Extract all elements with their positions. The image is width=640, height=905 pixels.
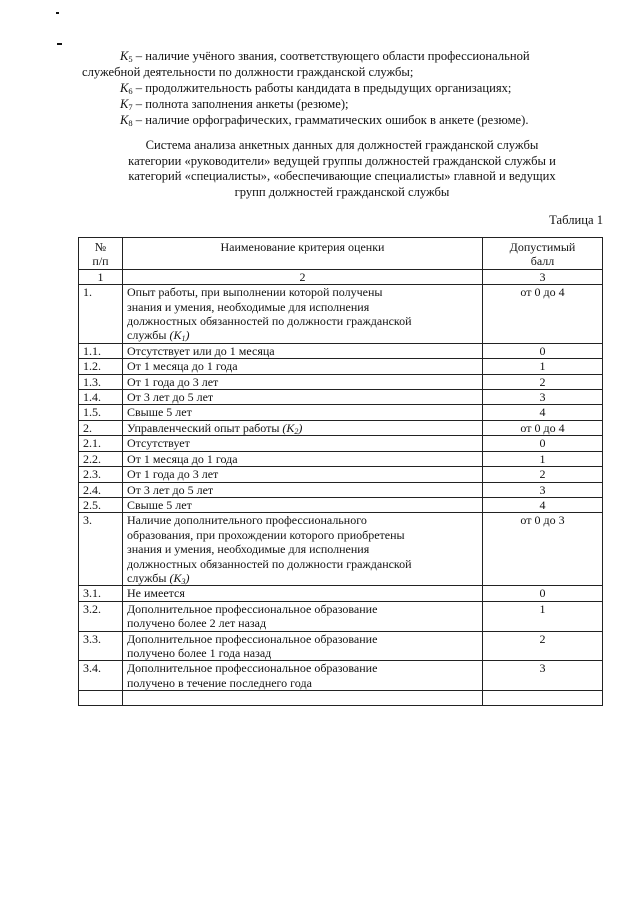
row-number: 3. [79,513,123,586]
table-row [79,390,603,405]
row-criterion: Дополнительное профессиональное образование получено более 1 года назад [123,631,483,661]
row-score: 3 [483,661,603,691]
table-header-row [79,238,603,270]
table-row [79,467,603,482]
table-row-empty [79,691,603,706]
row-criterion: От 1 месяца до 1 года [123,451,483,466]
row-criterion: От 1 месяца до 1 года [123,359,483,374]
row-criterion: Отсутствует или до 1 месяца [123,343,483,358]
row-score: 4 [483,497,603,512]
table-row [79,451,603,466]
row-number: 2.3. [79,467,123,482]
empty-cell [79,691,123,706]
table-row [79,601,603,631]
row-number: 1. [79,285,123,344]
row-criterion: Не имеется [123,586,483,601]
empty-cell [123,691,483,706]
row-score: 1 [483,451,603,466]
table-row [79,661,603,691]
header-name: Наименование критерия оценки [123,238,483,270]
row-number: 3.1. [79,586,123,601]
row-score: 0 [483,343,603,358]
row-number: 1.1. [79,343,123,358]
table-row [79,285,603,344]
row-number: 1.4. [79,390,123,405]
criterion-k6: $K_6$ – продолжительность работы кандидата в предыдущих организациях; [120,81,512,96]
criterion-k7: $K_7$ – полнота заполнения анкеты (резюме); [120,97,349,112]
criterion-k5-continuation: служебной деятельности по должности гражданской службы; [82,65,414,79]
row-criterion: Управленческий опыт работы $(K_2)$ [123,420,483,435]
row-score: от 0 до 3 [483,513,603,586]
header-score: Допустимый балл [483,238,603,270]
row-number: 1.2. [79,359,123,374]
table-row [79,586,603,601]
row-number: 1.5. [79,405,123,420]
row-criterion: От 3 лет до 5 лет [123,390,483,405]
section-title: Система анализа анкетных данных для должностей гражданской службы категории «руководители» ведущей группы должностей гражданской службы и категорий «специалисты», «обеспечивающие специалисты» главной и ведущих групп должностей гражданской службы [128,138,556,199]
table-row [79,343,603,358]
row-criterion: Дополнительное профессиональное образование получено в течение последнего года [123,661,483,691]
row-number: 2.2. [79,451,123,466]
row-criterion: От 3 лет до 5 лет [123,482,483,497]
row-number: 3.2. [79,601,123,631]
row-criterion: Опыт работы, при выполнении которой получены знания и умения, необходимые для исполнения должностных обязанностей по должности гражданской службы $(K_1)$ [123,285,483,344]
row-score: 2 [483,374,603,389]
criterion-k8: $K_8$ – наличие орфографических, грамматических ошибок в анкете (резюме). [120,113,529,128]
row-score: 0 [483,436,603,451]
header-num: № п/п [79,238,123,270]
row-score: 3 [483,482,603,497]
row-score: 3 [483,390,603,405]
row-number: 2.4. [79,482,123,497]
table-row [79,436,603,451]
row-criterion: От 1 года до 3 лет [123,374,483,389]
row-criterion: От 1 года до 3 лет [123,467,483,482]
criterion-code: $(K_1)$ [169,328,190,344]
row-score: 0 [483,586,603,601]
row-score: 2 [483,467,603,482]
row-score: от 0 до 4 [483,420,603,435]
scan-mark [56,12,59,14]
criterion-code: $(K_2)$ [282,420,303,436]
criteria-table [78,237,603,706]
table-label: Таблица 1 [549,213,603,227]
row-number: 1.3. [79,374,123,389]
row-criterion: Свыше 5 лет [123,405,483,420]
row-score: 2 [483,631,603,661]
row-score: 1 [483,359,603,374]
table-row [79,497,603,512]
row-score: от 0 до 4 [483,285,603,344]
row-number: 2.1. [79,436,123,451]
row-criterion: Наличие дополнительного профессионального образования, при прохождении которого приобретены знания и умения, необходимые для исполнения должностных обязанностей по должности гражданской службы $(K_3)$ [123,513,483,586]
table-row [79,374,603,389]
row-number: 3.4. [79,661,123,691]
empty-cell [483,691,603,706]
row-number: 2.5. [79,497,123,512]
table-row [79,420,603,435]
table-row [79,482,603,497]
table-row [79,359,603,374]
row-score: 1 [483,601,603,631]
criterion-code: $(K_3)$ [169,570,190,586]
table-row [79,631,603,661]
row-criterion: Отсутствует [123,436,483,451]
criteria-list [82,48,602,128]
row-number: 2. [79,420,123,435]
criterion-k5: $K_5$ – наличие учёного звания, соответствующего области профессиональной [120,49,530,64]
row-criterion: Дополнительное профессиональное образование получено более 2 лет назад [123,601,483,631]
table-row [79,405,603,420]
row-score: 4 [483,405,603,420]
table-index-row: 1 2 3 [79,269,603,284]
row-number: 3.3. [79,631,123,661]
scan-mark [57,43,62,45]
table-row [79,513,603,586]
row-criterion: Свыше 5 лет [123,497,483,512]
